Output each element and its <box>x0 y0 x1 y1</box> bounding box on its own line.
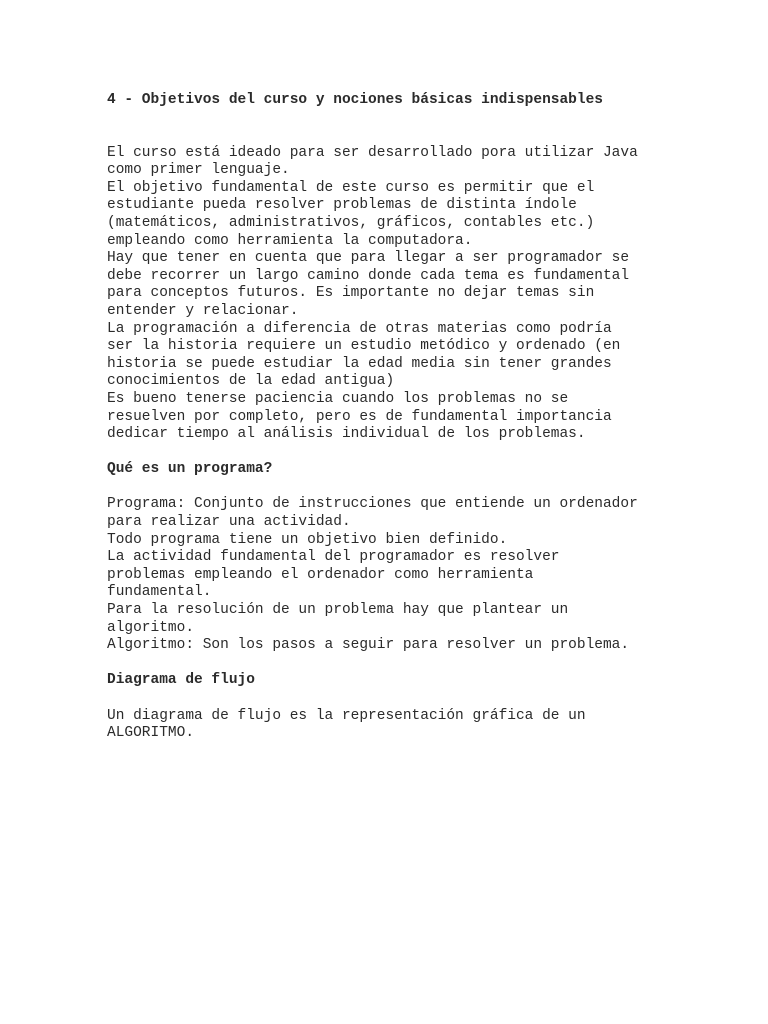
text-line: estudiante pueda resolver problemas de distinta índole <box>107 197 577 214</box>
text-line: Un diagrama de flujo es la representación gráfica de un <box>107 707 586 724</box>
text-line: Programa: Conjunto de instrucciones que entiende un ordenador <box>107 496 638 513</box>
text-line: problemas empleando el ordenador como herramienta <box>107 566 534 583</box>
program-paragraph <box>107 496 707 654</box>
text-line: ALGORITMO. <box>107 725 195 742</box>
spacer <box>107 655 707 673</box>
text-line: Algoritmo: Son los pasos a seguir para resolver un problema. <box>107 637 630 654</box>
intro-paragraph <box>107 145 707 444</box>
section-heading-flowchart: Diagrama de flujo <box>107 672 255 689</box>
text-line: para conceptos futuros. Es importante no dejar temas sin <box>107 285 595 302</box>
text-line: El curso está ideado para ser desarrollado pora utilizar Java <box>107 144 638 161</box>
text-line: ser la historia requiere un estudio metódico y ordenado (en <box>107 338 621 355</box>
text-line: entender y relacionar. <box>107 302 299 319</box>
text-line: El objetivo fundamental de este curso es permitir que el <box>107 179 595 196</box>
document-body <box>107 92 707 743</box>
document-title: 4 - Objetivos del curso y nociones básicas indispensables <box>107 92 603 108</box>
section-heading-program: Qué es un programa? <box>107 461 273 478</box>
text-line: dedicar tiempo al análisis individual de los problemas. <box>107 426 586 443</box>
text-line: (matemáticos, administrativos, gráficos, contables etc.) <box>107 214 595 231</box>
text-line: para realizar una actividad. <box>107 514 351 531</box>
text-line: historia se puede estudiar la edad media sin tener grandes <box>107 355 612 372</box>
text-line: La programación a diferencia de otras materias como podría <box>107 320 612 337</box>
text-line: empleando como herramienta la computadora. <box>107 232 473 249</box>
text-line: algoritmo. <box>107 619 195 636</box>
text-line: Para la resolución de un problema hay que plantear un <box>107 602 569 619</box>
flowchart-paragraph <box>107 708 707 743</box>
spacer <box>107 110 707 145</box>
text-line: La actividad fundamental del programador es resolver <box>107 549 560 566</box>
spacer <box>107 479 707 497</box>
text-line: Hay que tener en cuenta que para llegar a ser programador se <box>107 250 630 267</box>
text-line: Es bueno tenerse paciencia cuando los problemas no se <box>107 390 569 407</box>
text-line: Todo programa tiene un objetivo bien definido. <box>107 531 508 548</box>
spacer <box>107 690 707 708</box>
text-line: como primer lenguaje. <box>107 162 290 179</box>
text-line: conocimientos de la edad antigua) <box>107 373 395 390</box>
text-line: fundamental. <box>107 584 212 601</box>
spacer <box>107 444 707 462</box>
text-line: resuelven por completo, pero es de fundamental importancia <box>107 408 612 425</box>
text-line: debe recorrer un largo camino donde cada tema es fundamental <box>107 267 630 284</box>
